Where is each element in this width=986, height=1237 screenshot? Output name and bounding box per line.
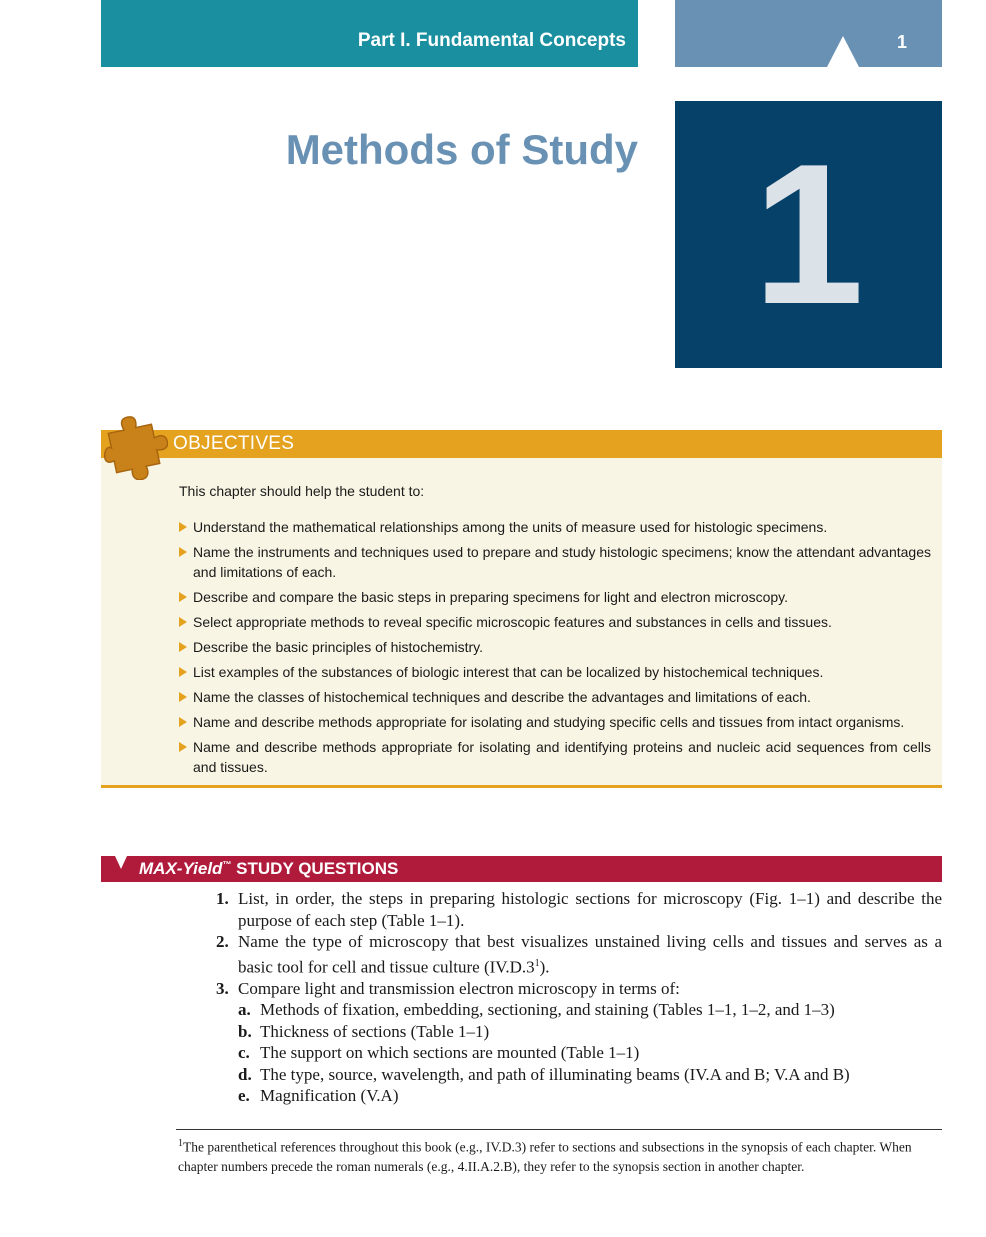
question-number: 2. — [216, 932, 229, 951]
part-header-bar — [101, 0, 638, 67]
bullet-triangle-icon — [179, 692, 187, 702]
page-number-bar — [675, 0, 942, 67]
subitem-text: The type, source, wavelength, and path of illuminating beams (IV.A and B; V.A and B) — [260, 1064, 850, 1084]
bullet-triangle-icon — [179, 547, 187, 557]
objective-item — [179, 587, 931, 607]
question-text-end: ). — [539, 957, 550, 977]
subitem — [210, 1064, 942, 1086]
question-number: 3. — [216, 978, 229, 998]
subitem-text: The support on which sections are mounted (Table 1–1) — [260, 1043, 640, 1063]
brand-name: MAX-Yield — [139, 859, 223, 878]
objective-item — [179, 517, 931, 537]
objectives-list — [179, 517, 931, 782]
bullet-triangle-icon — [179, 642, 187, 652]
chapter-title: Methods of Study — [285, 126, 638, 173]
chapter-number-block — [675, 101, 942, 368]
subitem-text: Methods of fixation, embedding, sectioning, and staining (Tables 1–1, 1–2, and 1–3) — [260, 1000, 835, 1020]
objectives-box — [101, 458, 942, 788]
subitem — [210, 1021, 942, 1043]
objective-text: Describe and compare the basic steps in preparing specimens for light and electron microscopy. — [193, 589, 789, 605]
subitem-letter: d. — [238, 1064, 252, 1084]
objective-item — [179, 637, 931, 657]
objective-item — [179, 662, 931, 682]
objective-text: Understand the mathematical relationships among the units of measure used for histologic specimens. — [193, 519, 828, 535]
bullet-triangle-icon — [179, 742, 187, 752]
study-questions — [210, 888, 942, 1107]
objective-text: Name the instruments and techniques used to prepare and study histologic specimens; know the attendant advantages and limitations of each. — [193, 544, 931, 580]
subitem — [210, 1085, 942, 1107]
question-text: Compare light and transmission electron microscopy in terms of: — [238, 978, 680, 998]
question-item — [210, 888, 942, 931]
subitem-list — [210, 999, 942, 1107]
objective-text: List examples of the substances of biologic interest that can be localized by histochemical techniques. — [193, 664, 824, 680]
bullet-triangle-icon — [179, 522, 187, 532]
subitem-text: Magnification (V.A) — [260, 1086, 399, 1106]
objective-item — [179, 542, 931, 582]
study-questions-header-bar — [101, 856, 942, 882]
objectives-header-bar — [101, 430, 942, 458]
question-text: Name the type of microscopy that best visualizes unstained living cells and tissues and serves as a basic tool for cell and tissue culture (IV.D.3 — [238, 932, 942, 977]
objectives-heading: OBJECTIVES — [173, 433, 295, 454]
objectives-intro: This chapter should help the student to: — [179, 483, 425, 499]
bullet-triangle-icon — [179, 592, 187, 602]
subitem — [210, 999, 942, 1021]
chapter-number: 1 — [752, 123, 865, 346]
part-title: Part I. Fundamental Concepts — [357, 30, 626, 51]
objective-text: Select appropriate methods to reveal specific microscopic features and substances in cells and tissues. — [193, 614, 832, 630]
puzzle-piece-icon — [104, 410, 168, 480]
footnote-ref: 1 — [534, 957, 540, 969]
objective-item — [179, 712, 931, 732]
trademark-mark: ™ — [222, 859, 232, 870]
bullet-triangle-icon — [179, 667, 187, 677]
question-item — [210, 978, 942, 1000]
objective-item — [179, 612, 931, 632]
subitem — [210, 1042, 942, 1064]
footnote — [178, 1134, 944, 1176]
heading-text: STUDY QUESTIONS — [231, 859, 399, 878]
objective-text: Name and describe methods appropriate for isolating and identifying proteins and nucleic acid sequences from cells and tissues. — [193, 739, 931, 775]
subitem-letter: b. — [238, 1021, 252, 1041]
footnote-mark: 1 — [178, 1138, 183, 1149]
question-text: List, in order, the steps in preparing histologic sections for microscopy (Fig. 1–1) and describe the purpose of each step (Table 1–1). — [238, 889, 942, 930]
objective-item — [179, 687, 931, 707]
bullet-triangle-icon — [179, 617, 187, 627]
footnote-rule — [176, 1129, 942, 1130]
study-questions-heading — [139, 859, 398, 879]
notch-decoration — [827, 36, 859, 67]
subitem-letter: e. — [238, 1086, 250, 1106]
objective-item — [179, 737, 931, 777]
question-number: 1. — [216, 889, 229, 908]
subitem-text: Thickness of sections (Table 1–1) — [260, 1021, 490, 1041]
page-number: 1 — [896, 32, 907, 52]
subitem-letter: c. — [238, 1043, 250, 1063]
footnote-text: The parenthetical references throughout this book (e.g., IV.D.3) refer to sections and subsections in the synopsis of each chapter. When chapter numbers precede the roman numerals (e.g., 4.II.A.2.B), they refer to the synopsis section in another chapter. — [178, 1139, 912, 1174]
subitem-letter: a. — [238, 1000, 251, 1020]
objective-text: Name the classes of histochemical techniques and describe the advantages and limitations of each. — [193, 689, 811, 705]
triangle-marker-icon — [115, 856, 127, 869]
question-item — [210, 931, 942, 978]
objective-text: Describe the basic principles of histochemistry. — [193, 639, 483, 655]
bullet-triangle-icon — [179, 717, 187, 727]
objective-text: Name and describe methods appropriate for isolating and studying specific cells and tissues from intact organisms. — [193, 714, 905, 730]
